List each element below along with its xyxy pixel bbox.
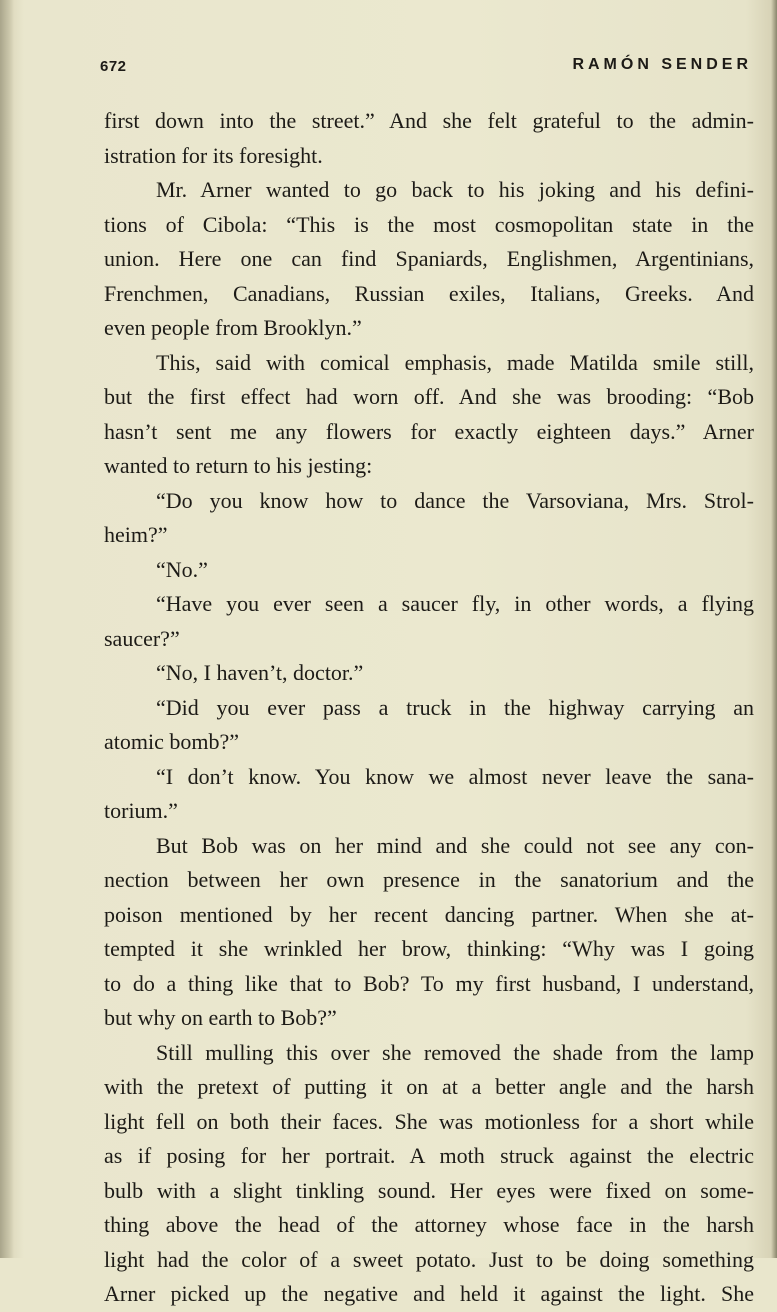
text-line: Arner picked up the negative and held it against the light. She (104, 1281, 754, 1306)
text-line: “No.” (156, 556, 208, 582)
text-line: tempted it she wrinkled her brow, thinking: “Why was I going (104, 936, 754, 961)
text-line: bulb with a slight tinkling sound. Her eyes were fixed on some- (104, 1177, 754, 1203)
text-line: poison mentioned by her recent dancing partner. When she at- (104, 901, 754, 927)
text-line: atomic bomb?” (104, 729, 240, 754)
text-line: first down into the street.” And she felt grateful to the admin- (104, 108, 754, 133)
text-line: But Bob was on her mind and she could not see any con- (156, 832, 754, 858)
text-line: saucer?” (104, 625, 180, 651)
text-line: union. Here one can find Spaniards, Englishmen, Argentinians, (104, 246, 754, 271)
body-text (104, 104, 754, 1312)
text-line: but why on earth to Bob?” (104, 1005, 337, 1030)
page-number: 672 (100, 58, 127, 75)
text-line: “Have you ever seen a saucer fly, in other words, a flying (156, 591, 754, 616)
text-line: “Do you know how to dance the Varsoviana, Mrs. Strol- (156, 487, 754, 513)
text-line: with the pretext of putting it on at a better angle and the harsh (104, 1074, 754, 1099)
text-line: This, said with comical emphasis, made Matilda smile still, (156, 349, 754, 375)
text-line: Mr. Arner wanted to go back to his joking and his defini- (156, 177, 754, 202)
text-line: but the first effect had worn off. And she was brooding: “Bob (104, 384, 754, 409)
running-head: RAMÓN SENDER (572, 56, 752, 73)
text-line: Still mulling this over she removed the shade from the lamp (156, 1039, 754, 1065)
page-header (100, 52, 752, 82)
text-line: “I don’t know. You know we almost never leave the sana- (156, 763, 754, 789)
text-line: torium.” (104, 798, 178, 823)
text-line: istration for its foresight. (104, 142, 323, 168)
text-line: heim?” (104, 522, 168, 547)
text-line: Frenchmen, Canadians, Russian exiles, Italians, Greeks. And (104, 280, 754, 306)
text-line: as if posing for her portrait. A moth struck against the electric (104, 1143, 754, 1168)
page-edge-shadow (771, 0, 777, 1258)
text-line: to do a thing like that to Bob? To my first husband, I understand, (104, 970, 754, 996)
text-line: tions of Cibola: “This is the most cosmopolitan state in the (104, 211, 754, 237)
text-line: “Did you ever pass a truck in the highway carrying an (156, 694, 754, 720)
text-line: even people from Brooklyn.” (104, 315, 362, 340)
text-line: thing above the head of the attorney whose face in the harsh (104, 1212, 754, 1237)
text-line: “No, I haven’t, doctor.” (156, 660, 364, 685)
text-line: light fell on both their faces. She was motionless for a short while (104, 1108, 754, 1134)
text-line: nection between her own presence in the sanatorium and the (104, 867, 754, 892)
spine-shadow (0, 0, 14, 1258)
text-line: wanted to return to his jesting: (104, 453, 373, 478)
text-line: hasn’t sent me any flowers for exactly eighteen days.” Arner (104, 418, 754, 444)
text-line: light had the color of a sweet potato. Just to be doing something (104, 1246, 754, 1272)
